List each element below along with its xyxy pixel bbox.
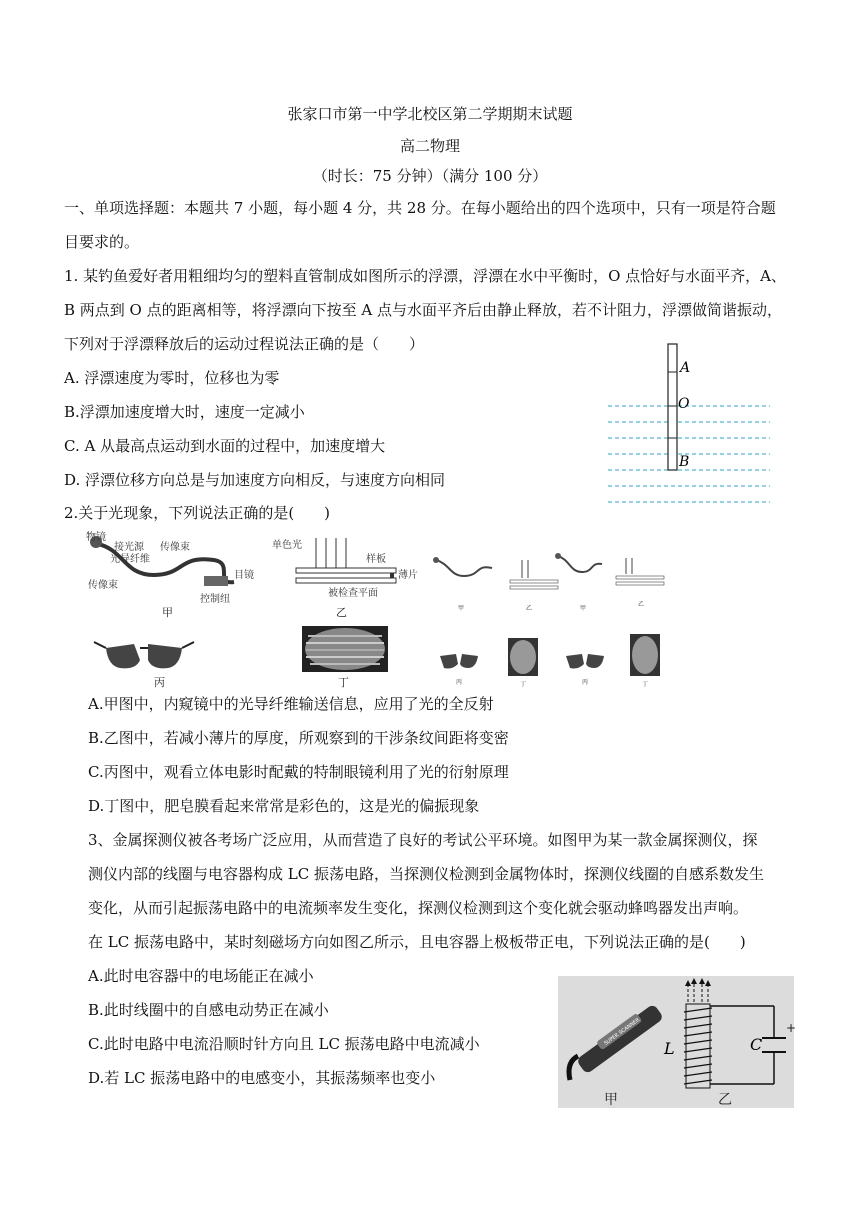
q1-stem-line1: 1. 某钓鱼爱好者用粗细均匀的塑料直管制成如图所示的浮漂，浮漂在水中平衡时，O 点恰好与水面平齐，A、 xyxy=(64,267,786,285)
optics-figure xyxy=(84,530,424,690)
label-danseguang: 单色光 xyxy=(272,540,302,551)
label-mujing: 目镜 xyxy=(234,570,254,581)
caption-bing: 丙 xyxy=(154,676,165,689)
small-caption-yi1: 乙 xyxy=(526,605,533,612)
q1-stem-line2: B 两点到 O 点的距离相等，将浮漂向下按至 A 点与水面平齐后由静止释放，若不计阻力，浮漂做简谐振动， xyxy=(64,301,782,319)
label-beijianchapingmian: 被检查平面 xyxy=(328,588,378,599)
section-intro-line2: 目要求的。 xyxy=(64,233,140,251)
section-intro-line1: 一、单项选择题：本题共 7 小题，每小题 4 分，共 28 分。在每小题给出的四个选项中，只有一项是符合题 xyxy=(64,199,776,217)
q3-option-b: B.此时线圈中的自感电动势正在减小 xyxy=(88,1001,329,1019)
thin-film-diagram xyxy=(272,538,418,619)
small-caption-jia2: 甲 xyxy=(580,605,587,612)
float-tube xyxy=(668,344,677,470)
q1-option-a: A. 浮漂速度为零时，位移也为零 xyxy=(64,369,280,387)
q1-option-c: C. A 从最高点运动到水面的过程中，加速度增大 xyxy=(64,437,386,455)
label-kongzhiniu: 控制纽 xyxy=(200,594,230,605)
detector-brand: SUPER SCANNER xyxy=(603,1017,641,1047)
label-yangban: 样板 xyxy=(366,554,386,565)
caption-ding: 丁 xyxy=(338,676,349,689)
metal-detector-figure xyxy=(558,976,797,1108)
q1-stem-line3: 下列对于浮漂释放后的运动过程说法正确的是（ ） xyxy=(64,335,425,353)
optics-figure-small xyxy=(430,550,670,688)
caption-jia: 甲 xyxy=(604,1092,618,1108)
small-caption-bing1: 丙 xyxy=(456,679,463,686)
small-caption-ding1: 丁 xyxy=(520,681,527,688)
small-caption-yi2: 乙 xyxy=(638,601,645,608)
q2-option-a: A.甲图中，内窥镜中的光导纤维输送信息，应用了光的全反射 xyxy=(88,695,494,713)
q2-option-d: D.丁图中，肥皂膜看起来常常是彩色的，这是光的偏振现象 xyxy=(88,797,480,815)
exam-meta: （时长：75 分钟）（满分 100 分） xyxy=(312,167,548,185)
point-a-label: A xyxy=(680,360,691,376)
subject-title: 高二物理 xyxy=(399,137,460,155)
q2-option-b: B.乙图中，若减小薄片的厚度，所观察到的干涉条纹间距将变密 xyxy=(88,729,509,747)
capacitor-plus-label: + xyxy=(786,1021,797,1035)
soap-film-diagram xyxy=(302,626,388,689)
caption-jia: 甲 xyxy=(162,606,173,619)
label-wujing: 物镜 xyxy=(86,532,106,543)
small-caption-jia1: 甲 xyxy=(458,605,465,612)
caption-yi: 乙 xyxy=(336,606,347,619)
point-b-label: B xyxy=(679,454,690,470)
point-o-label: O xyxy=(678,396,690,412)
q3-option-c: C.此时电路中电流沿顺时针方向且 LC 振荡电路中电流减小 xyxy=(88,1035,480,1053)
q3-stem-line2: 测仪内部的线圈与电容器构成 LC 振荡电路，当探测仪检测到金属物体时，探测仪线圈的自感系数发生 xyxy=(88,865,764,883)
q3-stem-line1: 3、金属探测仪被各考场广泛应用，从而营造了良好的考试公平环境。如图甲为某一款金属探测仪，探 xyxy=(88,831,758,849)
page-title: 张家口市第一中学北校区第二学期期末试题 xyxy=(287,105,573,123)
small-caption-ding2: 丁 xyxy=(642,681,649,688)
q3-stem-line3: 变化，从而引起振荡电路中的电流频率发生变化，探测仪检测到这个变化就会驱动蜂鸣器发出声响。 xyxy=(88,899,749,917)
label-chuanxiangshu: 传像束 xyxy=(160,542,190,553)
label-bopian: 薄片 xyxy=(398,570,418,581)
inductor-label: L xyxy=(664,1039,675,1058)
q3-option-a: A.此时电容器中的电场能正在减小 xyxy=(88,967,314,985)
q1-option-b: B.浮漂加速度增大时，速度一定减小 xyxy=(64,403,305,421)
q3-option-d: D.若 LC 振荡电路中的电感变小，其振荡频率也变小 xyxy=(88,1069,436,1087)
capacitor-label: C xyxy=(750,1035,763,1054)
label-jieguangyuan: 接光源 xyxy=(114,542,144,553)
endoscope-diagram xyxy=(86,530,254,619)
caption-yi: 乙 xyxy=(718,1092,732,1108)
glasses-diagram xyxy=(94,642,194,689)
q2-option-c: C.丙图中，观看立体电影时配戴的特制眼镜利用了光的衍射原理 xyxy=(88,763,509,781)
q3-stem-line4: 在 LC 振荡电路中，某时刻磁场方向如图乙所示，且电容器上极板带正电，下列说法正确的是( ) xyxy=(88,933,746,951)
q1-option-d: D. 浮漂位移方向总是与加速度方向相反，与速度方向相同 xyxy=(64,471,446,489)
label-chuanxiangshu2: 传像束 xyxy=(88,580,118,591)
small-caption-bing2: 丙 xyxy=(582,679,589,686)
q2-stem: 2.关于光现象，下列说法正确的是( ) xyxy=(64,504,331,522)
float-figure xyxy=(604,342,774,508)
label-guangdaoxianwei: 光导纤维 xyxy=(110,554,150,565)
